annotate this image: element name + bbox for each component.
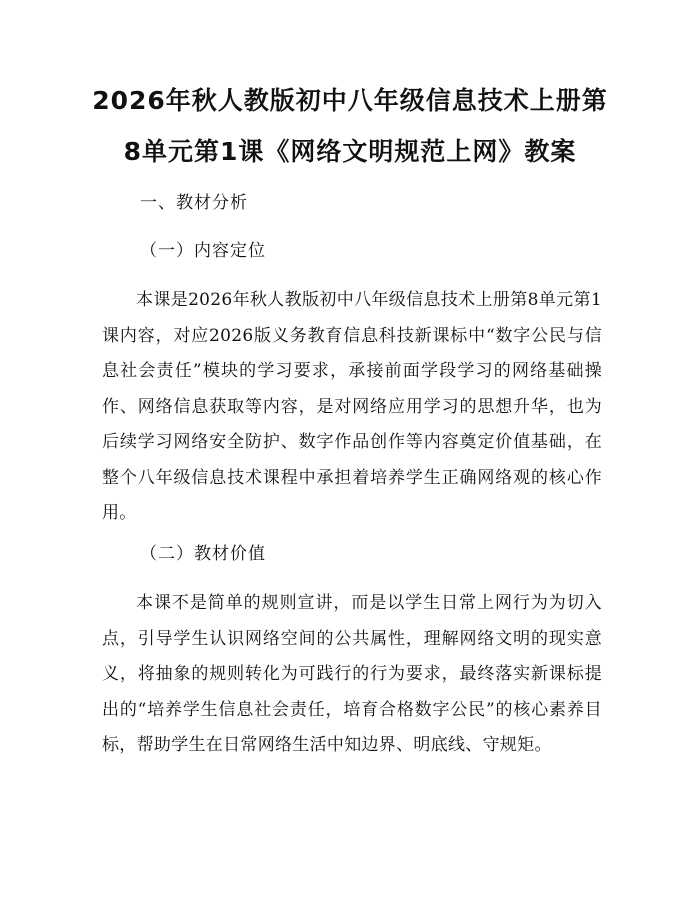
document-title-line-2: 8单元第1课《网络文明规范上网》教案 bbox=[123, 137, 577, 166]
document-title-line-1: 2026年秋人教版初中八年级信息技术上册第 bbox=[92, 86, 608, 115]
subsection-heading-textbook-value: （二）教材价值 bbox=[140, 544, 266, 564]
section-heading-textbook-analysis: 一、教材分析 bbox=[140, 193, 248, 213]
paragraph-textbook-value: 本课不是简单的规则宣讲，而是以学生日常上网行为为切入点，引导学生认识网络空间的公共属性，理解网络文明的现实意义，将抽象的规则转化为可践行的行为要求，最终落实新课标提出的“培养学生信息社会责任，培育合格数字公民”的核心素养目标，帮助学生在日常网络生活中知边界、明底线、守规矩。 bbox=[102, 593, 602, 755]
paragraph-content-positioning: 本课是2026年秋人教版初中八年级信息技术上册第8单元第1课内容，对应2026版义务教育信息科技新课标中“数字公民与信息社会责任”模块的学习要求，承接前面学段学习的网络基础操作、网络信息获取等内容，是对网络应用学习的思想升华，也为后续学习网络安全防护、数字作品创作等内容奠定价值基础，在整个八年级信息技术课程中承担着培养学生正确网络观的核心作用。 bbox=[102, 290, 602, 523]
subsection-heading-content-positioning: （一）内容定位 bbox=[140, 241, 266, 261]
